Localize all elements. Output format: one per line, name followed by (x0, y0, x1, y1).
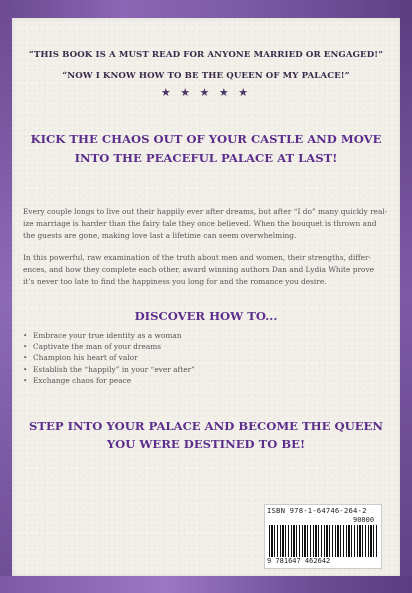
paragraph-2-line-1: In this powerful, raw examination of the truth about men and women, their strengths, differ- (23, 253, 372, 262)
isbn-number: ISBN 978-1-64746-264-2 (267, 506, 367, 515)
review-quote-2: “NOW I KNOW HOW TO BE THE QUEEN OF MY PALACE!” (62, 71, 350, 81)
headline-line-2: INTO THE PEACEFUL PALACE AT LAST! (74, 151, 338, 165)
paragraph-2-line-2: ences, and how they complete each other, award winning authors Dan and Lydia White prove (23, 265, 375, 274)
list-item: • Captivate the man of your dreams (23, 342, 162, 352)
closing-line-1: STEP INTO YOUR PALACE AND BECOME THE QUEEN (29, 419, 383, 433)
benefits-list (23, 330, 323, 386)
price-code: 90000 (353, 516, 375, 524)
paragraph-1-line-2: ize marriage is harder than the fairy tale they once believed. When the bouquet is thrown and (23, 219, 377, 228)
purple-frame-top (0, 0, 412, 18)
purple-frame-right (400, 0, 412, 593)
list-item: • Embrace your true identity as a woman (23, 331, 182, 340)
isbn-barcode (264, 504, 382, 569)
bullet-icon: • (23, 364, 28, 374)
barcode-bars-icon (269, 525, 377, 557)
back-cover-panel (12, 18, 400, 576)
closing-line-2: YOU WERE DESTINED TO BE! (106, 437, 306, 451)
paragraph-2-line-3: it’s never too late to find the happiness you long for and the romance you desire. (23, 277, 327, 286)
bullet-icon: • (23, 331, 28, 340)
purple-frame-bottom (0, 576, 412, 593)
paragraph-1-line-1: Every couple longs to live out their happily ever after dreams, but after “I do” many quickly real- (23, 207, 388, 216)
review-quote-1: “THIS BOOK IS A MUST READ FOR ANYONE MARRIED OR ENGAGED!” (28, 50, 384, 60)
bullet-icon: • (23, 375, 28, 385)
headline-line-1: KICK THE CHAOS OUT OF YOUR CASTLE AND MOVE (30, 132, 382, 146)
five-star-rating-icon: ★ ★ ★ ★ ★ (160, 86, 252, 99)
list-item: • Exchange chaos for peace (23, 375, 132, 385)
paragraph-1-line-3: the guests are gone, making love last a lifetime can seem overwhelming. (23, 231, 297, 240)
list-item: • Establish the “happily” in your “ever after” (23, 364, 195, 374)
bullet-icon: • (23, 342, 28, 352)
list-item: • Champion his heart of valor (23, 353, 138, 363)
discover-heading: DISCOVER HOW TO... (134, 309, 278, 323)
barcode-digits: 9 781647 462642 (267, 557, 331, 565)
purple-frame-left (0, 0, 12, 593)
bullet-icon: • (23, 353, 28, 363)
